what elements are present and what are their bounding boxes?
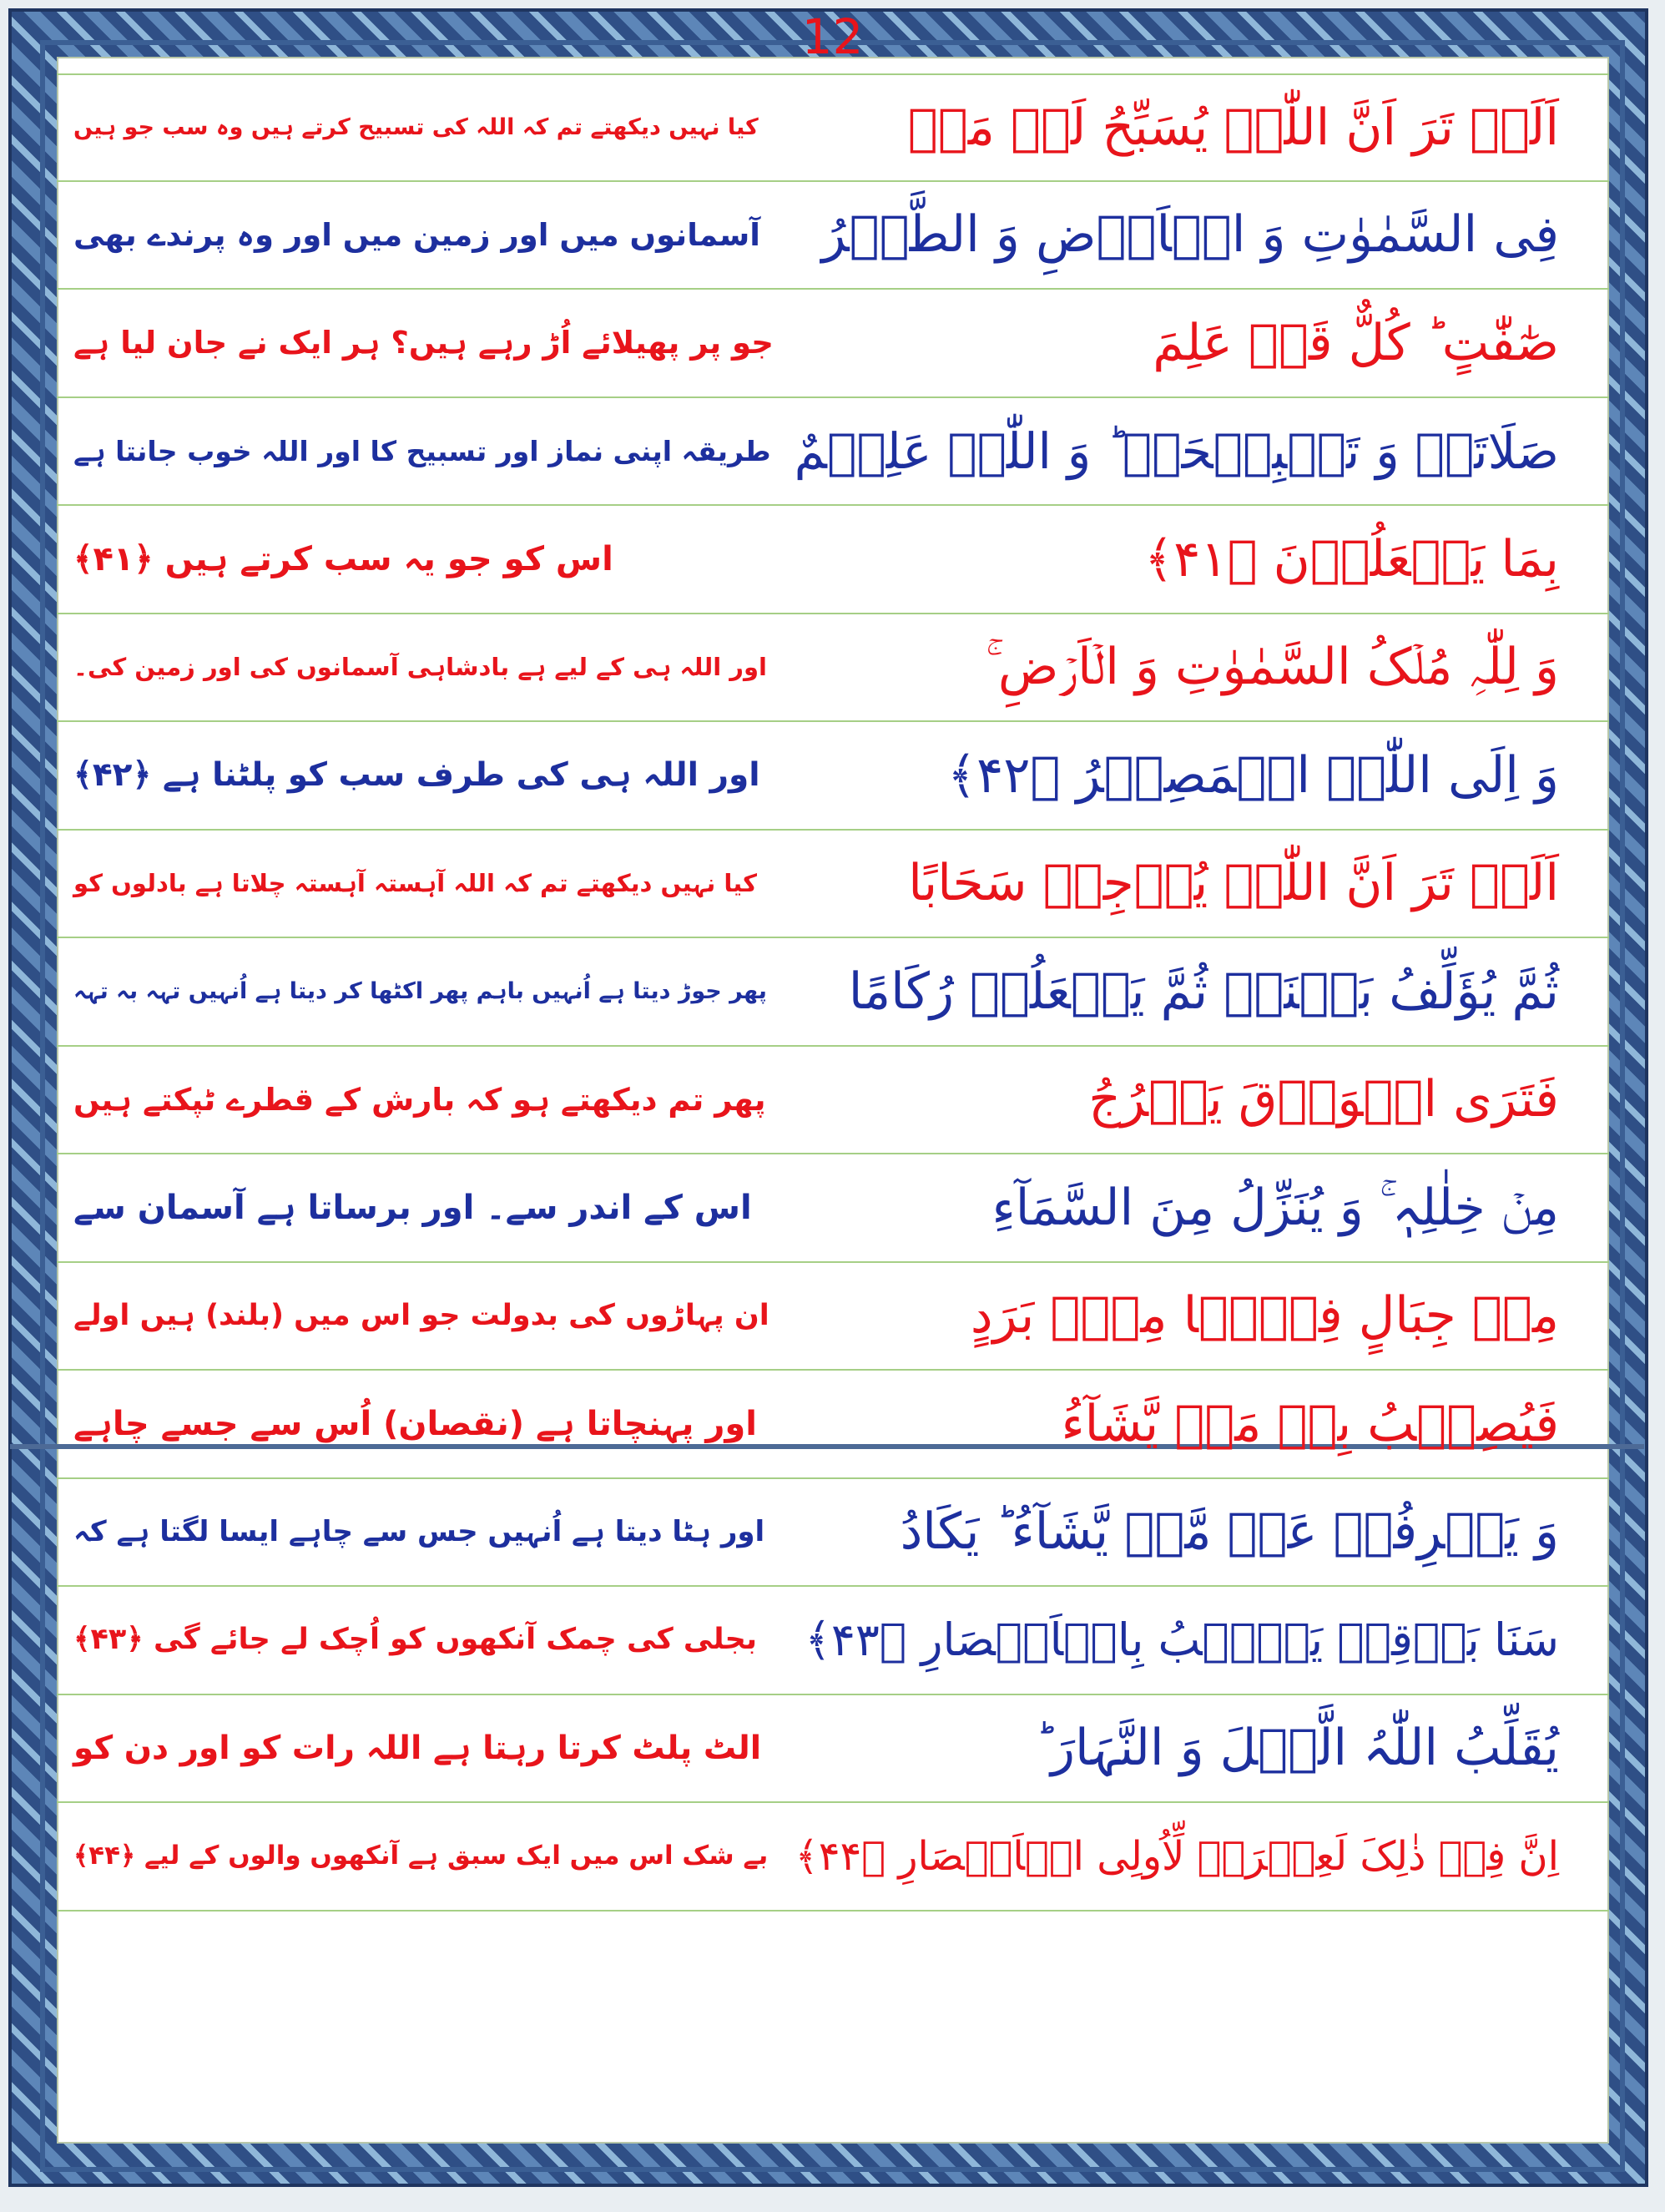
urdu-translation: اور اللہ ہی کے لیے ہے بادشاہی آسمانوں کی اور زمین کی۔ — [73, 652, 767, 681]
verse-row — [57, 1047, 1609, 1155]
arabic-cell — [800, 1154, 1609, 1261]
translation-cell — [57, 1154, 800, 1261]
arabic-cell — [800, 938, 1609, 1045]
translation-cell — [57, 182, 800, 289]
translation-cell — [57, 1587, 800, 1694]
arabic-cell — [794, 398, 1609, 505]
arabic-cell — [800, 1263, 1609, 1370]
translation-cell — [57, 938, 800, 1045]
urdu-translation: بے شک اس میں ایک سبق ہے آنکھوں والوں کے لیے ﴿۴۴﴾ — [73, 1841, 769, 1871]
urdu-translation: اور پہنچاتا ہے (نقصان) اُس سے جسے چاہے — [73, 1404, 757, 1443]
translation-cell — [57, 1695, 800, 1802]
verse-row — [57, 1803, 1609, 1912]
arabic-verse: فِی السَّمٰوٰتِ وَ الۡاَرۡضِ وَ الطَّیۡرُ — [821, 205, 1559, 265]
translation-cell — [57, 831, 800, 937]
arabic-verse: مِنۡ جِبَالٍ فِیۡہَا مِنۡۢ بَرَدٍ — [970, 1286, 1559, 1346]
urdu-translation: اور ہٹا دیتا ہے اُنہیں جس سے چاہے ایسا لگتا ہے کہ — [73, 1515, 765, 1549]
arabic-verse: وَ یَصۡرِفُہٗ عَنۡ مَّنۡ یَّشَآءُ ؕ یَکَادُ — [900, 1502, 1559, 1562]
arabic-verse: یُقَلِّبُ اللّٰہُ الَّیۡلَ وَ النَّہَارَ ؕ — [1034, 1719, 1559, 1778]
arabic-verse: اَلَمۡ تَرَ اَنَّ اللّٰہَ یُزۡجِیۡ سَحَابًا — [908, 854, 1559, 913]
arabic-cell — [800, 831, 1609, 937]
verse-row — [57, 1263, 1609, 1371]
urdu-translation: پھر تم دیکھتے ہو کہ بارش کے قطرے ٹپکتے ہیں — [73, 1081, 766, 1118]
arabic-verse: اَلَمۡ تَرَ اَنَّ اللّٰہَ یُسَبِّحُ لَہٗ مَنۡ — [907, 98, 1559, 157]
urdu-translation: کیا نہیں دیکھتے تم کہ اللہ آہستہ آہستہ چلاتا ہے بادلوں کو — [73, 868, 757, 897]
arabic-verse: فَیُصِیۡبُ بِہٖ مَنۡ یَّشَآءُ — [1061, 1394, 1559, 1453]
translation-cell — [57, 1803, 800, 1910]
arabic-cell — [800, 1479, 1609, 1586]
arabic-cell — [800, 722, 1609, 829]
arabic-verse: بِمَا یَفۡعَلُوۡنَ ﴿۴۱﴾ — [1143, 529, 1559, 588]
urdu-translation: کیا نہیں دیکھتے تم کہ اللہ کی تسبیح کرتے ہیں وہ سب جو ہیں — [73, 114, 759, 141]
urdu-translation: آسمانوں میں اور زمین میں اور وہ پرندے بھی — [73, 216, 760, 253]
verse-row — [57, 831, 1609, 939]
translation-cell — [57, 398, 800, 505]
arabic-cell — [795, 1803, 1609, 1910]
arabic-verse: صٰٓفّٰتٍ ؕ کُلٌّ قَدۡ عَلِمَ — [1153, 313, 1559, 372]
urdu-translation: اس کو جو یہ سب کرتے ہیں ﴿۴۱﴾ — [73, 539, 613, 578]
arabic-cell — [800, 1047, 1609, 1154]
verse-row — [57, 1695, 1609, 1804]
urdu-translation: طریقہ اپنی نماز اور تسبیح کا اور اللہ خوب جانتا ہے — [73, 434, 771, 467]
verse-row — [57, 73, 1609, 182]
arabic-verse: اِنَّ فِیۡ ذٰلِکَ لَعِبۡرَۃً لِّاُولِی الۡاَبۡصَارِ ﴿۴۴﴾ — [795, 1832, 1559, 1880]
arabic-cell — [800, 75, 1609, 180]
verse-row — [57, 182, 1609, 290]
translation-cell — [57, 75, 800, 180]
arabic-verse: وَ اِلَی اللّٰہِ الۡمَصِیۡرُ ﴿۴۲﴾ — [946, 745, 1559, 805]
arabic-cell — [800, 1695, 1609, 1802]
arabic-cell — [800, 290, 1609, 396]
verse-table — [57, 73, 1609, 1912]
arabic-cell — [800, 1371, 1609, 1477]
translation-cell — [57, 1371, 800, 1477]
translation-cell — [57, 722, 800, 829]
verse-row — [57, 1154, 1609, 1263]
urdu-translation: جو پر پھیلائے اُڑ رہے ہیں؟ ہر ایک نے جان لیا ہے — [73, 325, 774, 361]
verse-row — [57, 614, 1609, 723]
verse-row — [57, 290, 1609, 398]
urdu-translation: اور اللہ ہی کی طرف سب کو پلٹنا ہے ﴿۴۲﴾ — [73, 756, 760, 795]
arabic-cell — [800, 182, 1609, 289]
translation-cell — [57, 1047, 800, 1154]
translation-cell — [57, 290, 800, 396]
urdu-translation: اس کے اندر سے۔ اور برساتا ہے آسمان سے — [73, 1188, 752, 1227]
verse-row — [57, 1479, 1609, 1588]
verse-row — [57, 1587, 1609, 1695]
translation-cell — [57, 506, 800, 613]
arabic-cell — [800, 506, 1609, 613]
translation-cell — [57, 614, 800, 721]
verse-row — [57, 938, 1609, 1047]
translation-cell — [57, 1479, 800, 1586]
urdu-translation: پھر جوڑ دیتا ہے اُنہیں باہم پھر اکٹھا کر دیتا ہے اُنہیں تہہ بہ تہہ — [73, 978, 767, 1005]
verse-row — [57, 506, 1609, 614]
urdu-translation: بجلی کی چمک آنکھوں کو اُچک لے جائے گی ﴿۴۳﴾ — [73, 1623, 757, 1657]
page-number: 12 — [801, 8, 864, 65]
arabic-cell — [800, 614, 1609, 721]
urdu-translation: ان پہاڑوں کی بدولت جو اس میں (بلند) ہیں اولے — [73, 1298, 769, 1332]
arabic-verse: ثُمَّ یُؤَلِّفُ بَیۡنَہٗ ثُمَّ یَجۡعَلُہٗ رُکَامًا — [848, 962, 1559, 1021]
verse-row — [57, 398, 1609, 507]
arabic-cell — [800, 1587, 1609, 1694]
arabic-verse: سَنَا بَرۡقِہٖ یَذۡہَبُ بِالۡاَبۡصَارِ ﴿۴۳﴾ — [805, 1613, 1559, 1666]
arabic-verse: فَتَرَی الۡوَدۡقَ یَخۡرُجُ — [1088, 1070, 1559, 1129]
verse-row — [57, 722, 1609, 831]
arabic-verse: صَلَاتَہٗ وَ تَسۡبِیۡحَہٗ ؕ وَ اللّٰہُ عَلِیۡمٌ — [794, 422, 1559, 480]
urdu-translation: الٹ پلٹ کرتا رہتا ہے اللہ رات کو اور دن کو — [73, 1729, 762, 1767]
translation-cell — [57, 1263, 800, 1370]
verse-row — [57, 1371, 1609, 1479]
arabic-verse: مِنۡ خِلٰلِہٖ ۚ وَ یُنَزِّلُ مِنَ السَّمَآءِ — [991, 1178, 1559, 1237]
arabic-verse: وَ لِلّٰہِ مُلۡکُ السَّمٰوٰتِ وَ الۡاَرۡضِ ۚ — [985, 638, 1559, 697]
